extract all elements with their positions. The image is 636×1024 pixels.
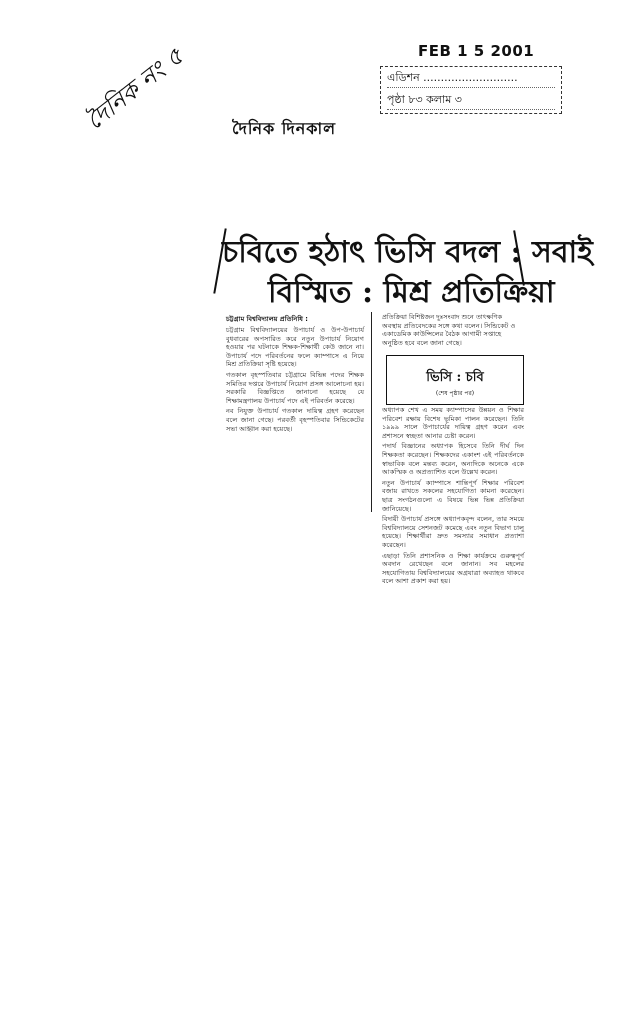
article-column-left [226,326,364,435]
headline-line-1: চবিতে হঠাৎ ভিসি বদল : সবাই [222,235,593,270]
paragraph: এছাড়া তিনি প্রশাসনিক ও শিক্ষা কার্যক্রমে গুরুত্বপূর্ণ অবদান রেখেছেন বলে জানান। সব মহলের সহযোগিতায় বিশ্ববিদ্যালয়ের অগ্রযাত্রা অব্যাহত থাকবে বলে আশা প্রকাশ করা হয়। [382,551,524,586]
byline: চট্টগ্রাম বিশ্ববিদ্যালয় প্রতিনিধি : [226,315,308,323]
handwritten-note: দৈনিক নং ৫ [80,41,189,136]
article-column-right [382,406,524,588]
column-divider [371,312,372,512]
date-stamp: FEB 1 5 2001 [418,42,535,60]
continuation-heading: ভিসি : চবি [426,370,484,385]
stamp-edition-row: এডিশন ........................... [387,69,555,88]
paragraph: অধ্যাপক শেখ এ সময় ক্যাম্পাসের উন্নয়ন ও শিক্ষার পরিবেশ রক্ষায় বিশেষ ভূমিকা পালন করেছেন। তিনি ১৯৯৯ সালে উপাচার্যের দায়িত্ব গ্রহণ করেন এবং প্রশাসনে স্বচ্ছতা আনার চেষ্টা করেন। [382,406,524,440]
archive-stamp [380,66,562,114]
paragraph: নতুন উপাচার্য ক্যাম্পাসে শান্তিপূর্ণ শিক্ষার পরিবেশ বজায় রাখতে সকলের সহযোগিতা কামনা করেছেন। ছাত্র সংগঠনগুলো এ বিষয়ে ভিন্ন ভিন্ন প্রতিক্রিয়া জানিয়েছে। [382,478,524,513]
article-column-right-top: প্রতিক্রিয়া বিশিষ্টজন দুঃসংবাদ শুনে তাৎক্ষণিক অবস্থায় প্রতিবেদকের সঙ্গে কথা বলেন। সিন্ডিকেট ও একাডেমিক কাউন্সিলের বৈঠক আগামী সপ্তাহে অনুষ্ঠিত হবে বলে জানা গেছে। [382,313,516,347]
stamp-page-column-row: পৃষ্ঠা ৮৩ কলাম ৩ [387,91,555,110]
paragraph: বিদায়ী উপাচার্য প্রসঙ্গে অধ্যাপকবৃন্দ বলেন, তার সময়ে বিশ্ববিদ্যালয়ে সেশনজট কমেছে এবং নতুন বিভাগ চালু হয়েছে। শিক্ষার্থীরা দ্রুত সমস্যার সমাধান প্রত্যাশা করেছেন। [382,515,524,549]
continuation-box [386,355,524,405]
paragraph: পদার্থ বিজ্ঞানের অধ্যাপক হিসেবে তিনি দীর্ঘ দিন শিক্ষকতা করেছেন। শিক্ষকদের একাংশ এই পরিবর্তনকে স্বাভাবিক বলে মন্তব্য করেন, অন্যদিকে অনেকে একে আকস্মিক ও অপ্রত্যাশিত বলে উল্লেখ করেন। [382,442,524,477]
paragraph: নব নিযুক্ত উপাচার্য গতকাল দায়িত্ব গ্রহণ করেছেন বলে জানা গেছে। পরবর্তী বৃহস্পতিবার সিন্ডিকেটের সভা আহ্বান করা হয়েছে। [226,407,364,433]
publication-name: দৈনিক দিনকাল [232,119,337,138]
paragraph: চট্টগ্রাম বিশ্ববিদ্যালয়ের উপাচার্য ও উপ-উপাচার্য বুধবারের অপসারিত করে নতুন উপাচার্য নিয়োগ হওয়ার পর ঘটনাকে শিক্ষক-শিক্ষার্থী কেউ জানে না। উপাচার্য পদে পরিবর্তনের ফলে ক্যাম্পাসে এ নিয়ে মিশ্র প্রতিক্রিয়া সৃষ্টি হয়েছে। [226,326,364,369]
headline-line-2: বিস্মিত : মিশ্র প্রতিক্রিয়া [268,275,555,310]
continuation-caption: (শেষ পৃষ্ঠার পর) [435,390,475,397]
paragraph: গতকাল বৃহস্পতিবার চট্টগ্রামে বিভিন্ন পদের শিক্ষক সমিতির দপ্তরে উপাচার্য নিয়োগ প্রসঙ্গ আলোচনা হয়। সরকারি বিজ্ঞপ্তিতে জানানো হয়েছে যে শিক্ষামন্ত্রণালয় উপাচার্য পদে এই পরিবর্তন করেছে। [226,370,364,405]
